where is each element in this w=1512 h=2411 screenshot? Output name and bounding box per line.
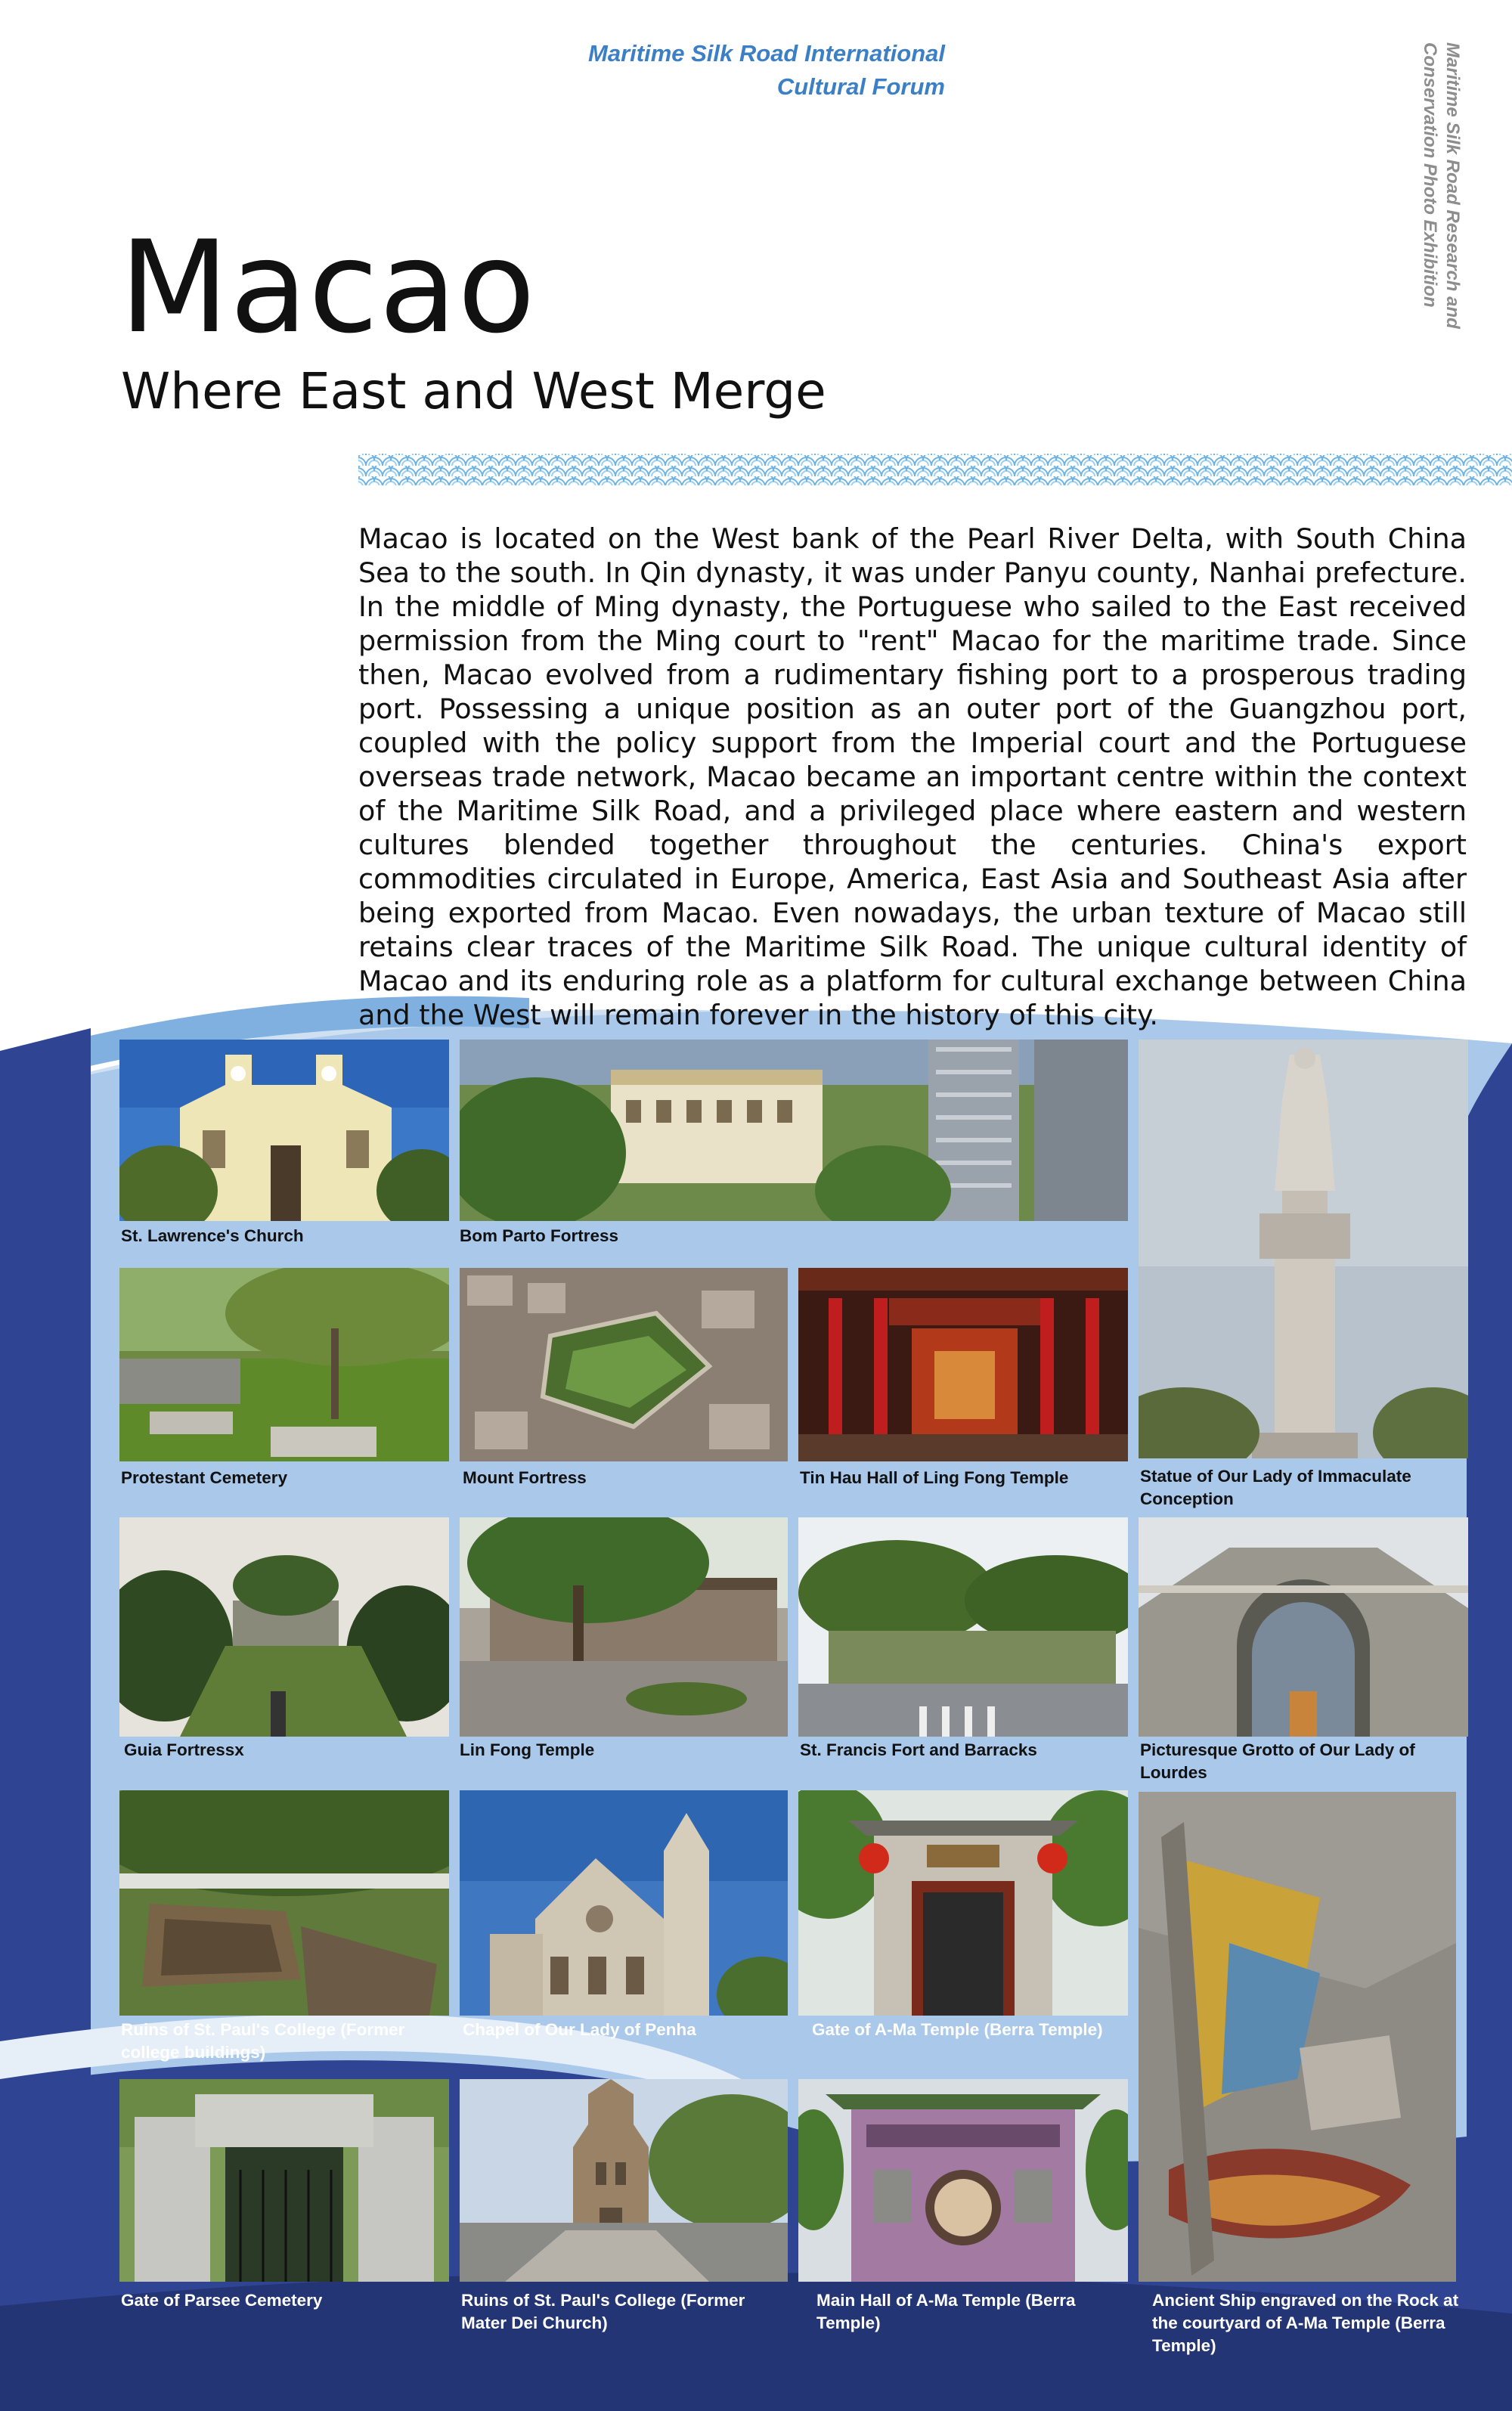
photo-tin-hau-hall: [798, 1268, 1128, 1461]
photo-st-lawrence-church: [119, 1040, 449, 1221]
caption-grotto-our-lady-lourdes: Picturesque Grotto of Our Lady of Lourdes: [1140, 1740, 1415, 1782]
photo-ruins-st-pauls-college: [119, 1790, 449, 2016]
photo-protestant-cemetery: [119, 1268, 449, 1461]
forum-title-line-2: Cultural Forum: [776, 73, 945, 100]
photo-gate-parsee-cemetery: [119, 2079, 449, 2282]
photo-grotto-our-lady-lourdes: [1139, 1517, 1468, 1737]
photo-ancient-ship-engraving: [1139, 1792, 1456, 2282]
photo-main-hall-a-ma-temple: [798, 2079, 1128, 2282]
photo-bom-parto-fortress: [460, 1040, 1128, 1221]
caption-tin-hau-hall: Tin Hau Hall of Ling Fong Temple: [800, 1468, 1069, 1487]
forum-title-line-1: Maritime Silk Road International: [588, 40, 945, 67]
caption-lin-fong-temple: Lin Fong Temple: [460, 1740, 595, 1759]
caption-protestant-cemetery: Protestant Cemetery: [121, 1468, 288, 1487]
photo-ruins-st-pauls-mater-dei: [460, 2079, 788, 2282]
caption-gate-parsee-cemetery: Gate of Parsee Cemetery: [121, 2291, 323, 2310]
photo-gate-a-ma-temple: [798, 1790, 1128, 2016]
page-subtitle: Where East and West Merge: [121, 362, 826, 420]
exhibition-side-title: [1418, 42, 1464, 329]
side-title-line-1: Maritime Silk Road Research and: [1442, 42, 1463, 329]
photo-st-francis-fort: [798, 1517, 1128, 1737]
side-title-line-2: Conservation Photo Exhibition: [1420, 42, 1440, 308]
photo-mount-fortress: [460, 1268, 788, 1461]
photo-lin-fong-temple: [460, 1517, 788, 1737]
photo-statue-our-lady-immaculate-conception: [1139, 1040, 1468, 1458]
intro-paragraph: Macao is located on the West bank of the Pearl River Delta, with South China Sea to the south. In Qin dynasty, it was under Panyu county, Nanhai prefecture. In the middle of Ming dynasty, the Portuguese who sailed to the East received permission from the Ming court to "rent" Macao for the maritime trade. Since then, Macao evolved from a rudimentary fishing port to a prosperous trading port. Possessing a unique position as an outer port of the Guangzhou port, coupled with the policy support from the Imperial court and the Portuguese overseas trade network, Macao became an important centre within the context of the Maritime Silk Road, and a privileged place where eastern and western cultures blended together throughout the centuries. China's export commodities circulated in Europe, America, East Asia and Southeast Asia after being exported from Macao. Even nowadays, the urban texture of Macao still retains clear traces of the Maritime Silk Road. The unique cultural identity of Macao and its enduring role as a platform for cultural exchange between China and the West will remain forever in the history of this city.: [358, 522, 1467, 1031]
caption-st-francis-fort: St. Francis Fort and Barracks: [800, 1740, 1037, 1759]
caption-gate-a-ma-temple: Gate of A-Ma Temple (Berra Temple): [812, 2020, 1103, 2039]
caption-ruins-st-pauls-mater-dei: Ruins of St. Paul's College (Former Mater Dei Church): [461, 2291, 745, 2332]
caption-main-hall-a-ma-temple: Main Hall of A-Ma Temple (Berra Temple): [816, 2291, 1076, 2332]
caption-ancient-ship-engraving: Ancient Ship engraved on the Rock at the courtyard of A-Ma Temple (Berra Temple): [1152, 2291, 1459, 2355]
caption-statue-our-lady-immaculate-conception: Statue of Our Lady of Immaculate Conception: [1140, 1467, 1411, 1508]
caption-st-lawrence-church: St. Lawrence's Church: [121, 1226, 304, 1245]
caption-mount-fortress: Mount Fortress: [463, 1468, 587, 1487]
photo-chapel-our-lady-penha: [460, 1790, 788, 2016]
caption-bom-parto-fortress: Bom Parto Fortress: [460, 1226, 619, 1245]
caption-ruins-st-pauls-college: Ruins of St. Paul's College (Former college buildings): [121, 2020, 405, 2062]
caption-guia-fortress: Guia Fortressx: [124, 1740, 244, 1759]
photo-guia-fortress: [119, 1517, 449, 1737]
page-title: Macao: [119, 213, 536, 361]
caption-chapel-our-lady-penha: Chapel of Our Lady of Penha: [463, 2020, 696, 2039]
